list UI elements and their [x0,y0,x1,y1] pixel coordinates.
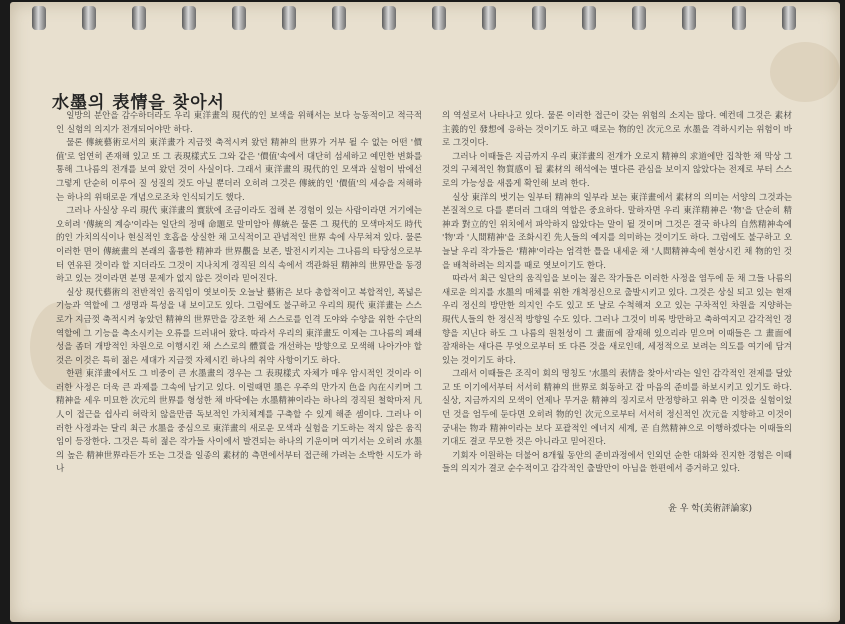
spiral-ring [582,6,596,30]
author-signature: 윤 우 학(美術評論家) [668,504,752,515]
spiral-ring [382,6,396,30]
paragraph: 따라서 최근 일단의 움직임을 보이는 젊은 작가들은 이러한 사정을 염두에 둔 채 그들 나름의 새로운 의지를 水墨의 매체를 위한 개척정신으로 출발시키고 있다. 그것은 상실 되고 있는 현재 우리 정신의 방만한 의지인 수도 있고 또 날로 수척해져 오고 있는 구차적인 차원을 지양하는 現代人들의 한 정신적 방향일 수도 있다. 그러나 그것이 비록 방만하고 축하여지고 감각적인 경향을 지닌다 하도 그 나름의 원천성이 그 畫面에 잠재해 있으리라 믿으며 이때들은 그 畫面에 잠재하는 새다른 무엇으로부터 또 다른 것을 새로인데, 세정적으로 보려는 의도를 여기에 담겨 있는 것이기도 하다. [442,274,792,366]
paragraph: 그러나 이때들은 지금까지 우리 東洋畫의 전개가 오로지 精神의 求道에만 집착한 채 막상 그것의 구체적인 物質感이 될 素材의 해석에는 별다른 관심을 보이지 않았다는 전제로 부터 스스로의 가능성을 새롭게 확인해 보려 한다. [442,151,792,189]
spiral-ring [182,6,196,30]
paragraph: 일방의 분안을 감수하더라도 우리 東洋畫의 現代的인 보색을 위해서는 보다 능동적이고 적극적인 실험의 의지가 전개되어야만 하다. [56,111,422,135]
paragraph: 실상 現代藝術의 전반적인 움직임이 엿보이듯 오늘날 藝術은 보다 총합적이고 복합적인, 폭넓은 기능과 역할에 그 생명과 특성을 내 보이고도 있다. 그럼에도 불구하고 우리의 現代 東洋畫는 스스로가 지금껏 축적시켜 놓았던 精神의 世界만을 강조한 채 스스로를 인격 도야와 수양을 위한 수단의 역할에 그 기능을 축소시키는 오류를 드러내어 왔다. 따라서 우리의 東洋畫도 이제는 그나름의 폐쇄성을 좀더 개방적인 차원으로 이행시킨 채 스스로의 體質을 개선하는 방향으로 모색해 나아가야 할 것은 이것은 특히 젊은 세대가 지금껏 자체시킨 하나의 취약 사항이기도 하다. [56,287,422,366]
spiral-ring [432,6,446,30]
paragraph: 의 역설로서 나타나고 있다. 물론 이러한 접근이 갖는 위험의 소지는 많다. 예컨데 그것은 素材主義的인 發想에 응하는 것이기도 하고 때로는 物的인 次元으로 水墨을 격하시키는 위험이 바로 그것이다. [442,111,792,149]
spiral-ring [532,6,546,30]
paragraph: 그러나 사실상 우리 現代 東洋畫의 實狀에 조금이라도 접해 본 경험이 있는 사람이라면 거기에는 오히려 '傳統의 계승'이라는 일단의 정매 命題로 말미암아 傳統은 물론 그 現代的 모색마저도 時代的인 가치의식이나 현실적인 호흡을 상실한 채 고식적이고 관념적인 世界 속에 사무쳐져 있다. 물론 이러한 면이 傳統畫의 본래의 훌륭한 精神과 世界觀을 보존, 발전시키지는 그나름의 타당성으로부터 연유된 것이라 할 지더라도 그것이 지나치게 경직된 의식 속에서 객관화된 精神의 世界만을 동경하고 있는 것이라면 분명 문제가 없지 않은 것이라 믿어진다. [56,206,422,285]
spiral-ring [82,6,96,30]
spiral-ring [32,6,46,30]
paragraph: 한편 東洋畫에서도 그 비중이 큰 水墨畫의 경우는 그 表現樣式 자체가 매우 암시적인 것이라 이러한 사정은 더욱 큰 과제를 그속에 남기고 있다. 이럴때면 墨은 우주의 만가지 色을 內在시키며 그 精神을 세우 미묘한 次元의 世界를 형성한 채 바닥에는 水墨精神이라는 하나의 경직된 철학마저 凡人이 접근을 쉽사리 허락치 않을만큼 독보적인 가치체계를 구축할 수 있게 해준 셈이다. 그러나 이러한 사정과는 달리 최근 水墨을 중심으로 東洋畫의 새로운 모색과 실험을 기도하는 적지 않은 움직임이 등장한다. 그것은 특히 젊은 작가들 사이에서 발견되는 하나의 기운이며 여기서는 오히려 水墨의 높은 精神世界라든가 또는 그것을 일종의 素材的 측면에서부터 접근해 가려는 소박한 시도가 하나 [56,369,422,475]
paragraph: 물론 傳統藝術로서의 東洋畫가 지금껏 축적시켜 왔던 精神의 世界가 거부 될 수 없는 어떤 '價值'로 엄연히 존재해 있고 또 그 表現樣式도 그와 같은 '價值'속에서 대단히 섬세하고 예민한 변화를 통해 그나름의 전개를 보여 왔던 것이 사실이다. 그래서 東洋畫의 現代的인 모색과 실험이 밖에선 그렇게 단순히 이루어 질 성질의 것도 아닐 뿐더러 오히려 그것은 傳統的인 '價值'의 세승을 저해하는 하나의 위태로운 개념으로조차 인식되기도 했다. [56,138,422,203]
notebook-page [10,2,840,622]
paper-stain [770,42,840,102]
right-column [442,110,792,517]
left-column [56,110,422,477]
spiral-ring [732,6,746,30]
spiral-ring [232,6,246,30]
spiral-ring [682,6,696,30]
spiral-ring [332,6,346,30]
spiral-ring [132,6,146,30]
spiral-ring [632,6,646,30]
spiral-ring [782,6,796,30]
spiral-ring [282,6,296,30]
paragraph: 기회자 이원하는 더불어 8개월 동안의 준비과정에서 인외던 순한 대화와 진지한 경험은 이때들의 의지가 결코 순수적이고 감각적인 출발만이 아님을 한편에서 증거하고 있다. [442,450,792,475]
spiral-binding [10,2,840,36]
paragraph: 그래서 이때들은 조직이 회의 명칭도 '水墨의 表情을 찾아서'라는 일인 감각적인 전제를 달았고 또 이기에서부터 서서히 精神의 世界로 회동하고 잡 마음의 준비를 하보시키고 있기도 하다. 실상, 지금까지의 모색이 언제나 무거운 精神의 징지로서 만정향하고 위축 만 이것을 실험이었던 것을 엄두에 둔다면 오히려 物的인 次元으로부터 서서히 정신적인 次元을 지향하고 이것이 궁내는 物과 精神이라는 보다 포괄적인 에너지 세계, 곧 自然精神으로 이행하겠다는 이때들의 기대도 결코 무모한 것은 아니라고 믿어진다. [442,369,792,448]
paragraph: 실상 東洋의 벗기는 일부터 精神의 일부라 보는 東洋畫에서 素材의 의미는 서양의 그것과는 본질적으로 다를 뿐더러 그대의 역할은 중요하다. 말하자면 우리 東洋精神은 '物'을 단순히 精神과 對立的인 위치에서 파악하지 않았다는 말이 될 것이며 그것은 결국 하나의 自然精神속에 '物'과 '人間精神'을 조화시킨 先人들의 예지를 의미하는 것이기도 하다. 그럼에도 불구하고 오늘날 우리 작가들은 '精神'이라는 엄격한 틀을 내세운 채 '人間精神속에 현상시킨 채 物的인 것을 배척하려는 의지를 때로 엿보이기도 한다. [442,192,792,271]
article-title: 水墨의 表情을 찾아서 [52,93,225,113]
spiral-ring [482,6,496,30]
